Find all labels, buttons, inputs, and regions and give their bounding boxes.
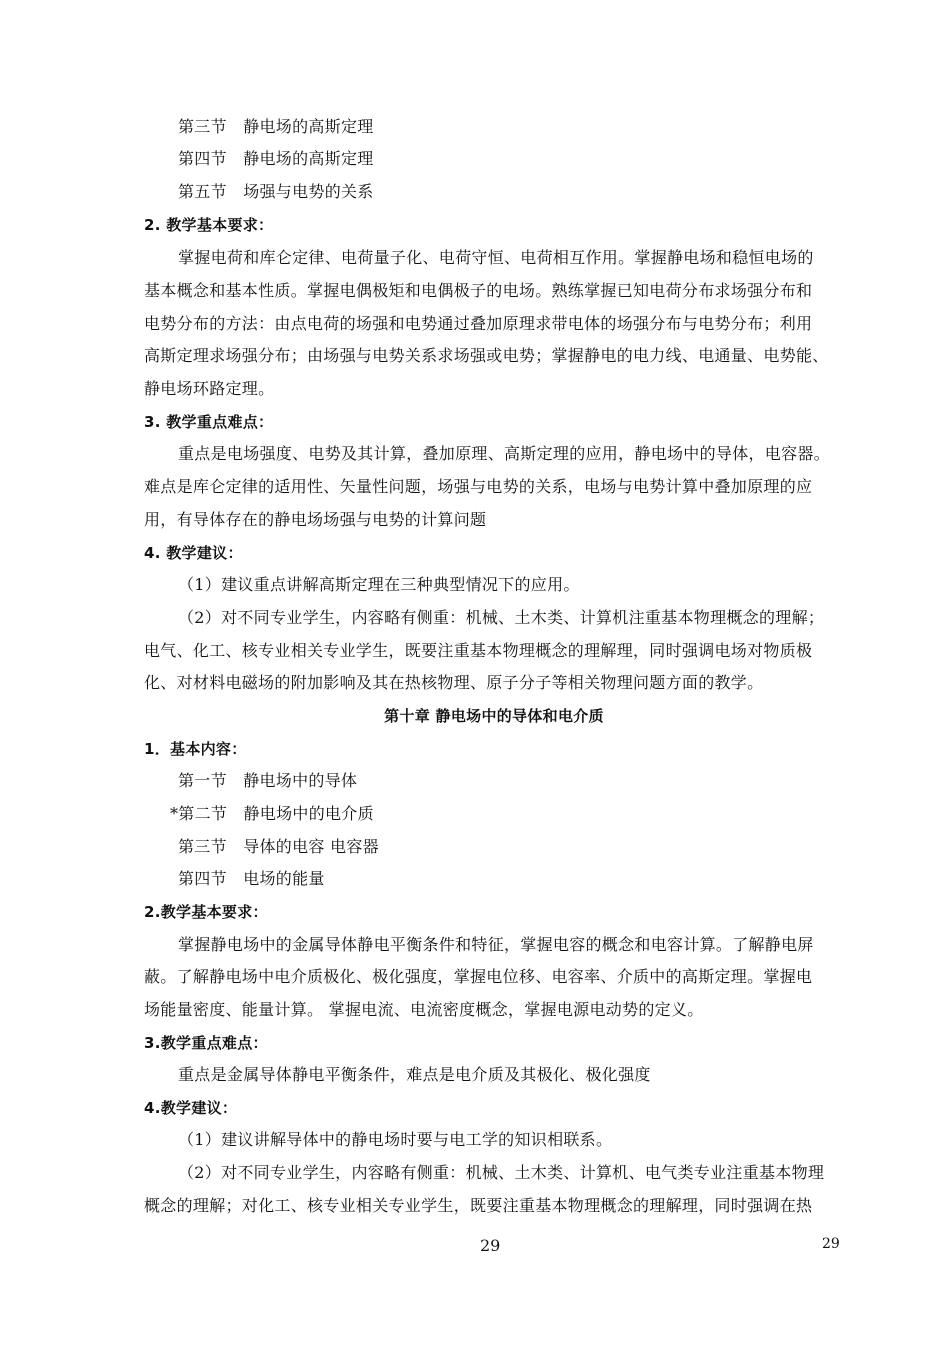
paragraph-line: 电势分布的方法：由点电荷的场强和电势通过叠加原理求带电体的场强分布与电势分布；利用 — [144, 314, 813, 333]
chapter-title: 第十章 静电场中的导体和电介质 — [384, 707, 604, 725]
paragraph-line: 掌握静电场中的金属导体静电平衡条件和特征，掌握电容的概念和电容计算。了解静电屏 — [178, 935, 814, 954]
heading-requirements: 2.教学基本要求： — [144, 903, 268, 921]
heading-key-points: 3.教学重点难点： — [144, 1034, 268, 1052]
section-item: 第四节 电场的能量 — [178, 869, 325, 888]
paragraph-line: 重点是电场强度、电势及其计算，叠加原理、高斯定理的应用，静电场中的导体，电容器。 — [178, 444, 831, 463]
paragraph-line: 概念的理解；对化工、核专业相关专业学生，既要注重基本物理概念的理解理，同时强调在热 — [144, 1196, 813, 1215]
heading-requirements: 2. 教学基本要求： — [144, 216, 274, 234]
heading-key-points: 3. 教学重点难点： — [144, 413, 274, 431]
paragraph-line: 电气、化工、核专业相关专业学生，既要注重基本物理概念的理解理，同时强调电场对物质极 — [144, 641, 813, 660]
section-item: *第二节 静电场中的电介质 — [170, 804, 374, 823]
paragraph-line: 难点是库仑定律的适用性、矢量性问题，场强与电势的关系，电场与电势计算中叠加原理的应 — [144, 477, 813, 496]
paragraph-line: 静电场环路定理。 — [144, 379, 275, 398]
section-item: 第五节 场强与电势的关系 — [178, 182, 374, 201]
paragraph-line: 化、对材料电磁场的附加影响及其在热核物理、原子分子等相关物理问题方面的教学。 — [144, 673, 764, 692]
heading-suggestions: 4. 教学建议： — [144, 544, 243, 562]
section-item: 第三节 导体的电容 电容器 — [178, 837, 379, 856]
paragraph-line: 重点是金属导体静电平衡条件，难点是电介质及其极化、极化强度 — [178, 1065, 651, 1084]
paragraph-line: （1）建议重点讲解高斯定理在三种典型情况下的应用。 — [178, 575, 580, 594]
paragraph-line: 基本概念和基本性质。掌握电偶极矩和电偶极子的电场。熟练掌握已知电荷分布求场强分布和 — [144, 281, 813, 300]
section-item: 第三节 静电场的高斯定理 — [178, 117, 374, 136]
paragraph-line: 掌握电荷和库仑定律、电荷量子化、电荷守恒、电荷相互作用。掌握静电场和稳恒电场的 — [178, 248, 814, 267]
paragraph-line: 蔽。了解静电场中电介质极化、极化强度，掌握电位移、电容率、介质中的高斯定理。掌握电 — [144, 967, 813, 986]
paragraph-line: （2）对不同专业学生，内容略有侧重：机械、土木类、计算机、电气类专业注重基本物理 — [178, 1163, 825, 1182]
page-number-center: 29 — [480, 1236, 501, 1255]
paragraph-line: （1）建议讲解导体中的静电场时要与电工学的知识相联系。 — [178, 1130, 613, 1149]
heading-suggestions: 4.教学建议： — [144, 1099, 238, 1117]
paragraph-line: 用，有导体存在的静电场场强与电势的计算问题 — [144, 510, 487, 529]
section-item: 第一节 静电场中的导体 — [178, 771, 358, 790]
section-item: 第四节 静电场的高斯定理 — [178, 149, 374, 168]
page-number-right: 29 — [822, 1236, 840, 1252]
paragraph-line: 场能量密度、能量计算。 掌握电流、电流密度概念，掌握电源电动势的定义。 — [144, 1000, 704, 1019]
paragraph-line: （2）对不同专业学生，内容略有侧重：机械、土木类、计算机注重基本物理概念的理解； — [178, 608, 825, 627]
heading-basic-content: 1．基本内容： — [144, 740, 247, 758]
paragraph-line: 高斯定理求场强分布；由场强与电势关系求场强或电势；掌握静电的电力线、电通量、电势能、 — [144, 346, 829, 365]
